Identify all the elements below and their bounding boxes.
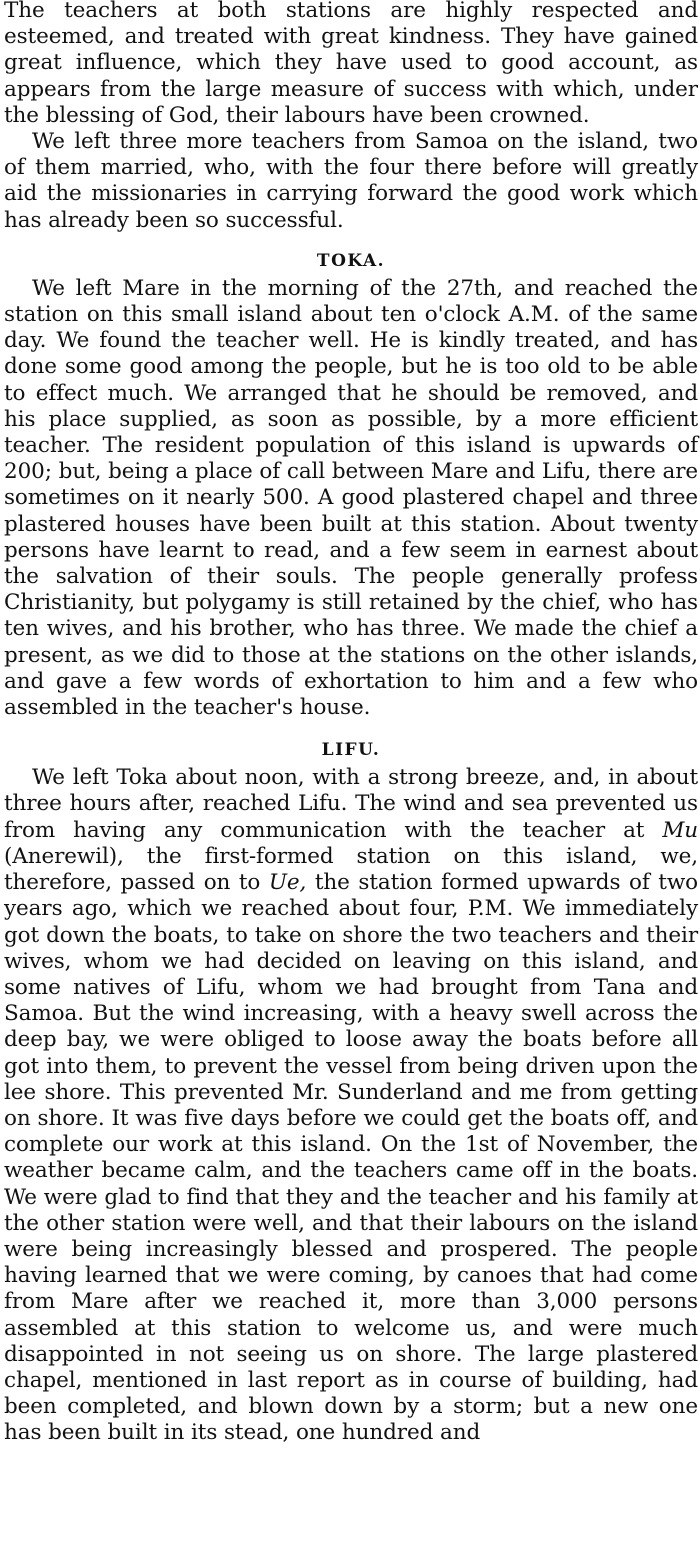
lifu-text-part-2: (Anerewil), the first-formed station on this island, we, therefore, passed on to bbox=[4, 843, 698, 896]
section-heading-toka: TOKA. bbox=[316, 250, 386, 271]
paragraph-samoa-teachers: We left three more teachers from Samoa on the island, two of them married, who, with the four there before will greatly aid the missionaries in carrying forward the good work which has already been so successful. bbox=[4, 129, 698, 233]
paragraph-toka: We left Mare in the morning of the 27th, and reached the station on this small island about ten o'clock A.M. of the same day. We found the teacher well. He is kindly treated, and has done some good among the people, but he is too old to be able to effect much. We arranged that he should be removed, and his place supplied, as soon as possible, by a more efficient teacher. The resident population of this island is upwards of 200; but, being a place of call between Mare and Lifu, there are sometimes on it nearly 500. A good plastered chapel and three plastered houses have been built at this station. About twenty persons have learnt to read, and a few seem in earnest about the salvation of their souls. The people generally profess Christianity, but polygamy is still retained by the chief, who has ten wives, and his brother, who has three. We made the chief a present, as we did to those at the stations on the other islands, and gave a few words of exhortation to him and a few who assembled in the teacher's house. bbox=[4, 275, 698, 721]
paragraph-teachers-respected: The teachers at both stations are highly respected and esteemed, and treated with great kindness. They have gained great influence, which they have used to good account, as appears from the large measure of success with which, under the blessing of God, their labours have been crowned. bbox=[4, 0, 698, 128]
paragraph-lifu bbox=[4, 765, 698, 1446]
section-heading-lifu: LIFU. bbox=[321, 740, 381, 761]
lifu-text-part-1: We left Toka about noon, with a strong breeze, and, in about three hours after, reached Lifu. The wind and sea prevented us from having any communication with the teacher at bbox=[4, 765, 698, 843]
place-name-ue: Ue, bbox=[268, 870, 307, 896]
lifu-text-part-3: the station formed upwards of two years ago, which we reached about four, P.M. We immediately got down the boats, to take on shore the two teachers and their wives, whom we had decided on leaving on this island, and some natives of Lifu, whom we had brought from Tana and Samoa. But the wind increasing, with a heavy swell across the deep bay, we were obliged to loose away the boats before all got into them, to prevent the vessel from being driven upon the lee shore. This prevented Mr. Sunderland and me from getting on shore. It was five days before we could get the boats off, and complete our work at this island. On the 1st of November, the weather became calm, and the teachers came off in the boats. We were glad to find that they and the teacher and his family at the other station were well, and that their labours on the island were being increasingly blessed and prospered. The people having learned that we were coming, by canoes that had come from Mare after we reached it, more than 3,000 persons assembled at this station to welcome us, and were much disappointed in not seeing us on shore. The large plastered chapel, mentioned in last report as in course of building, had been completed, and blown down by a storm; but a new one has been built in its stead, one hundred and bbox=[4, 870, 698, 1446]
place-name-mu: Mu bbox=[662, 817, 698, 843]
